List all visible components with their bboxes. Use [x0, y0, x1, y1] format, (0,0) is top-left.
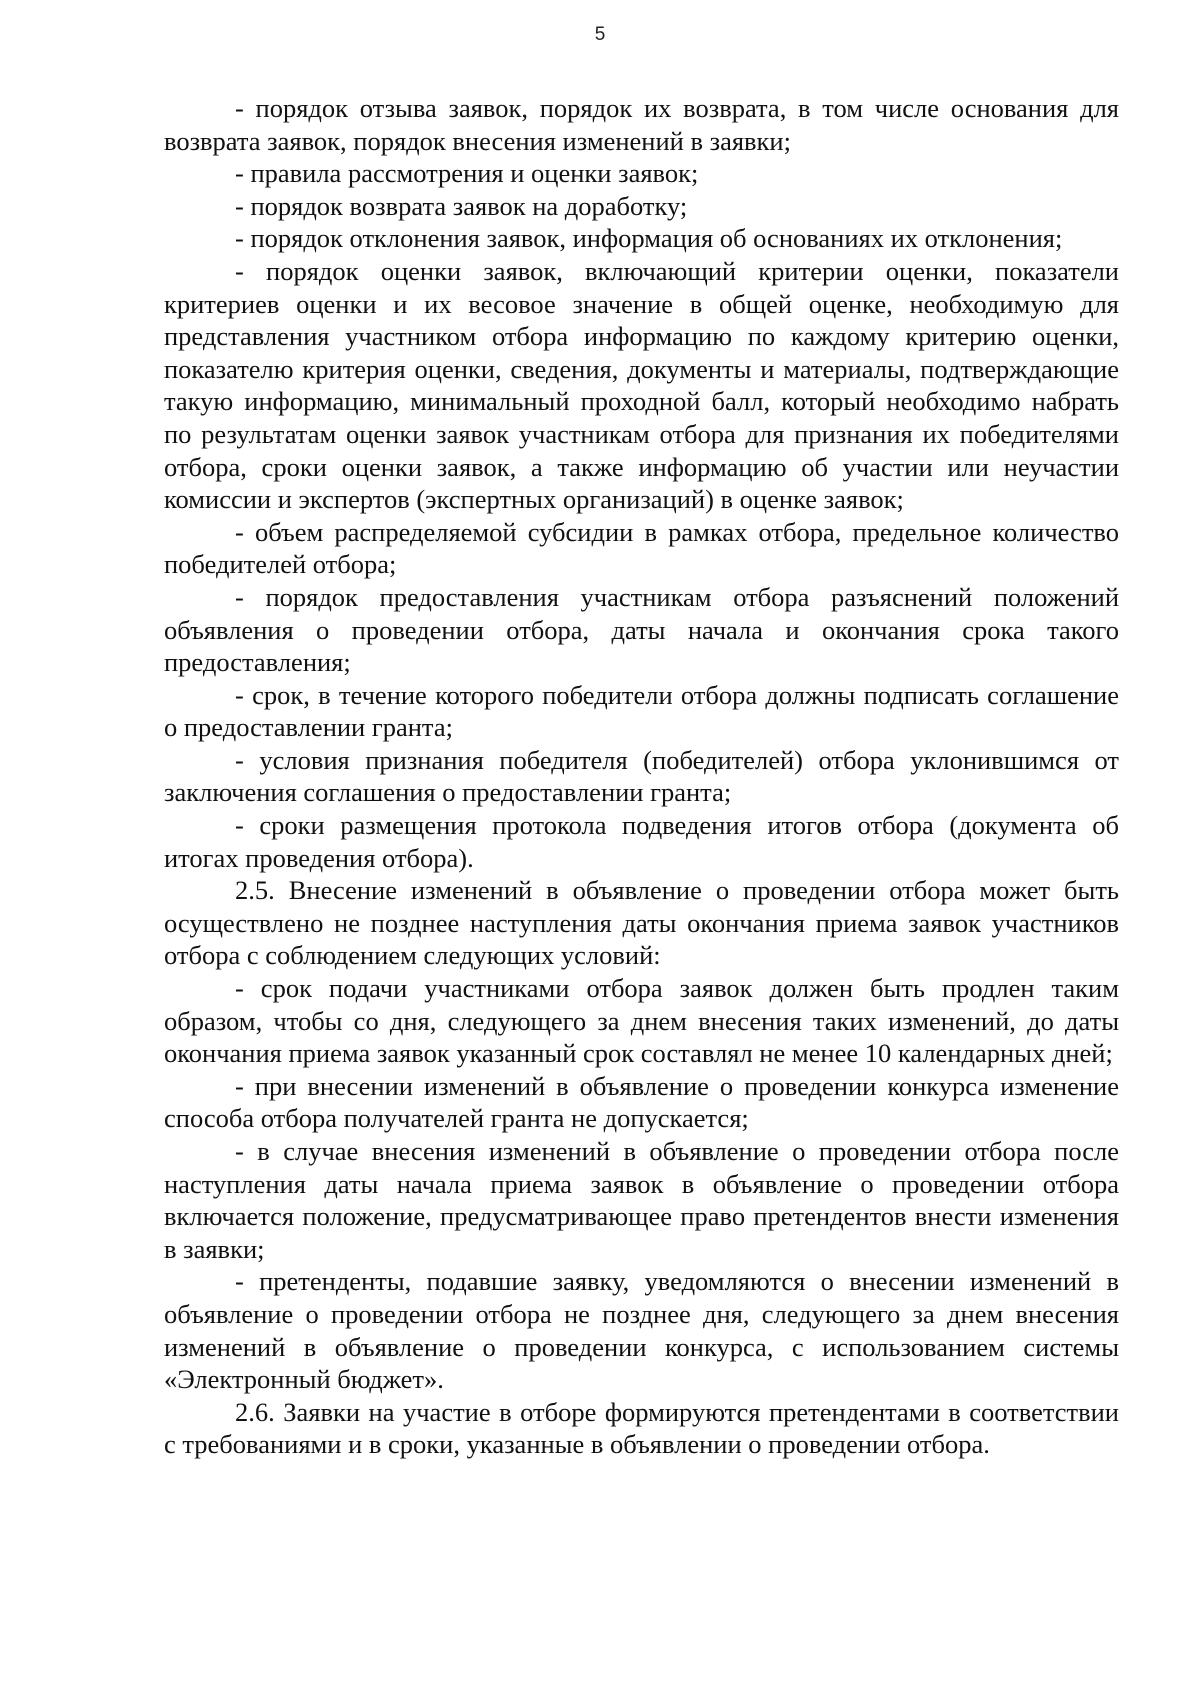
- paragraph-rejection-procedure: - порядок отклонения заявок, информация об основаниях их отклонения;: [235, 223, 1063, 254]
- paragraph-clarifications: - порядок предоставления участникам отбора разъяснений положений объявления о проведении отбора, даты начала и окончания срока такого предоставления;: [164, 581, 1119, 678]
- paragraph-right-to-amend: - в случае внесения изменений в объявление о проведении отбора после наступления даты начала приема заявок в объявление о проведении отбора включается положение, предусматривающее право претендентов внести изменения в заявки;: [164, 1136, 1119, 1264]
- page-number: 5: [594, 24, 606, 45]
- paragraph-withdrawal-procedure: - порядок отзыва заявок, порядок их возврата, в том числе основания для возврата заявок, порядок внесения изменений в заявки;: [164, 93, 1119, 156]
- paragraph-evasion-conditions: - условия признания победителя (победителей) отбора уклонившимся от заключения соглашения о предоставлении гранта;: [164, 744, 1119, 808]
- paragraph-notification: - претенденты, подавшие заявку, уведомляются о внесении изменений в объявление о проведении отбора не позднее дня, следующего за днем внесения изменений в объявление о проведении конкурса, с использованием системы «Электронный бюджет».: [164, 1266, 1119, 1395]
- paragraph-evaluation-procedure: - порядок оценки заявок, включающий критерии оценки, показатели критериев оценки и их весовое значение в общей оценке, необходимую для представления участником отбора информацию по каждому критерию оценки, показателю критерия оценки, сведения, документы и материалы, подтверждающие такую информацию, минимальный проходной балл, который необходимо набрать по результатам оценки заявок участникам отбора для признания их победителями отбора, сроки оценки заявок, а также информацию об участии или неучастии комиссии и экспертов (экспертных организаций) в оценке заявок;: [164, 255, 1119, 515]
- paragraph-protocol-publication: - сроки размещения протокола подведения итогов отбора (документа об итогах проведения отбора).: [164, 810, 1119, 873]
- paragraph-section-2-5: 2.5. Внесение изменений в объявление о проведении отбора может быть осуществлено не позднее наступления даты окончания приема заявок участников отбора с соблюдением следующих условий:: [164, 875, 1119, 971]
- paragraph-review-rules: - правила рассмотрения и оценки заявок;: [235, 158, 699, 189]
- paragraph-method-unchanged: - при внесении изменений в объявление о проведении конкурса изменение способа отбора получателей гранта не допускается;: [164, 1070, 1119, 1134]
- document-body: [164, 92, 1119, 1461]
- paragraph-signing-deadline: - срок, в течение которого победители отбора должны подписать соглашение о предоставлении гранта;: [164, 679, 1119, 743]
- paragraph-section-2-6: 2.6. Заявки на участие в отборе формируются претендентами в соответствии с требованиями и в сроки, указанные в объявлении о проведении отбора.: [164, 1396, 1119, 1460]
- paragraph-return-for-revision: - порядок возврата заявок на доработку;: [235, 190, 688, 221]
- paragraph-subsidy-volume: - объем распределяемой субсидии в рамках отбора, предельное количество победителей отбора;: [164, 516, 1119, 580]
- paragraph-deadline-extension: - срок подачи участниками отбора заявок должен быть продлен таким образом, чтобы со дня, следующего за днем внесения таких изменений, до даты окончания приема заявок указанный срок составлял не менее 10 календарных дней;: [164, 973, 1119, 1069]
